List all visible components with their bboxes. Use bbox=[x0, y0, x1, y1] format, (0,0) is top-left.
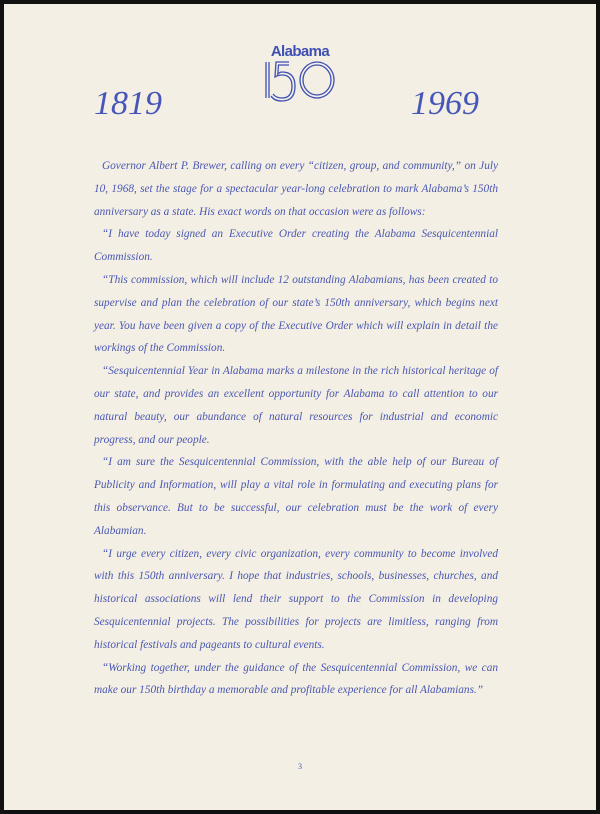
paragraph-urge: “I urge every citizen, every civic organization, every community to become involved with this 150th anniversary. I hope that industries, schools, businesses, churches, and historical associations will lend their support to the Commission in developing Sesquicentennial projects. The possibilities for projects are limitless, ranging from historical festivals and pageants to cultural events. bbox=[94, 547, 498, 651]
paragraph-commission: “This commission, which will include 12 outstanding Alabamians, has been created to supervise and plan the celebration of our state’s 150th anniversary, which begins next year. You have been given a copy of the Executive Order which will explain in detail the workings of the Commission. bbox=[94, 273, 498, 355]
paragraph-bureau: “I am sure the Sesquicentennial Commission, with the able help of our Bureau of Publicity and Information, will play a vital role in formulating and executing plans for this observance. But to be successful, our celebration must be the work of every Alabamian. bbox=[94, 456, 498, 537]
proclamation-text bbox=[94, 155, 498, 702]
paragraph-heritage: “Sesquicentennial Year in Alabama marks a milestone in the rich historical heritage of our state, and provides an excellent opportunity for Alabama to call attention to our natural beauty, our abundance of natural resources for industrial and economic progress, and our people. bbox=[94, 365, 498, 446]
alabama-150-logo bbox=[262, 44, 338, 104]
paragraph-working-together: “Working together, under the guidance of the Sesquicentennial Commission, we can make our 150th birthday a memorable and profitable experience for all Alabamians.” bbox=[94, 661, 498, 697]
logo-word: Alabama bbox=[270, 43, 330, 60]
paragraph-executive-order: “I have today signed an Executive Order creating the Alabama Sesquicentennial Commission. bbox=[94, 228, 498, 264]
paragraph-intro: Governor Albert P. Brewer, calling on every “citizen, group, and community,” on July 10, 1968, set the stage for a spectacular year-long celebration to mark Alabama’s 150th anniversary as a state. His exact words on that occasion were as follows: bbox=[94, 160, 498, 218]
document-page bbox=[4, 4, 596, 810]
start-year: 1819 bbox=[94, 85, 162, 122]
end-year: 1969 bbox=[411, 85, 479, 122]
page-number: 3 bbox=[298, 762, 302, 771]
logo-number-150 bbox=[262, 56, 338, 102]
